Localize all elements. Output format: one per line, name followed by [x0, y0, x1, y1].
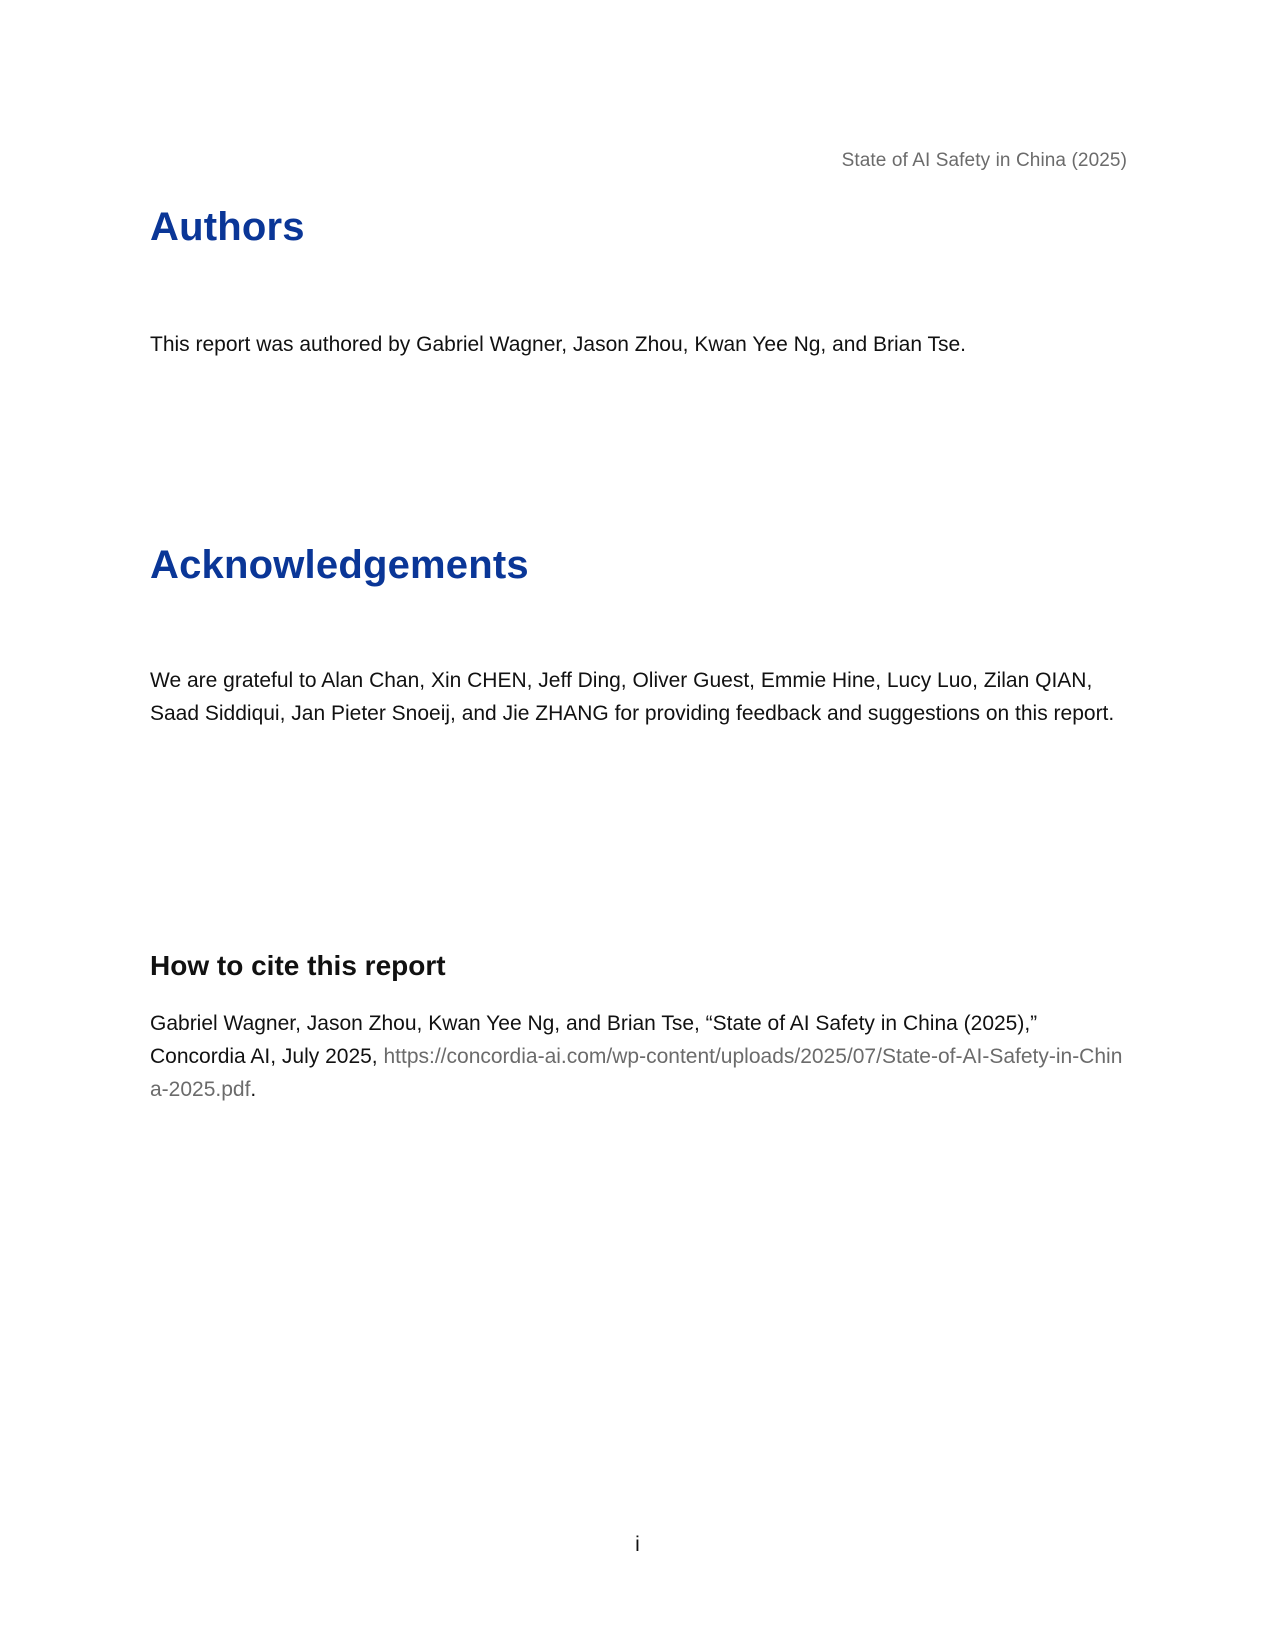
- page-number: i: [635, 1533, 640, 1556]
- citation-heading: How to cite this report: [150, 950, 446, 981]
- authors-paragraph: This report was authored by Gabriel Wagner, Jason Zhou, Kwan Yee Ng, and Brian Tse.: [150, 333, 966, 356]
- citation-period: .: [250, 1078, 257, 1101]
- acknowledgements-paragraph: We are grateful to Alan Chan, Xin CHEN, Jeff Ding, Oliver Guest, Emmie Hine, Lucy Luo, Zilan QIAN, Saad Siddiqui, Jan Pieter Snoeij, and Jie ZHANG for providing feedback and suggestions on this report.: [150, 669, 1115, 725]
- citation-text: Gabriel Wagner, Jason Zhou, Kwan Yee Ng, and Brian Tse, “State of AI Safety in China (2025),” Concordia AI, July 2025,: [150, 1012, 1038, 1068]
- authors-heading: Authors: [150, 205, 305, 249]
- citation-paragraph: [150, 1007, 1127, 1106]
- acknowledgements-heading: Acknowledgements: [150, 543, 529, 587]
- running-header: State of AI Safety in China (2025): [841, 150, 1127, 171]
- citation-link[interactable]: https://concordia-ai.com/wp-content/uploads/2025/07/State-of-AI-Safety-in-China-2025.pdf: [150, 1045, 1123, 1101]
